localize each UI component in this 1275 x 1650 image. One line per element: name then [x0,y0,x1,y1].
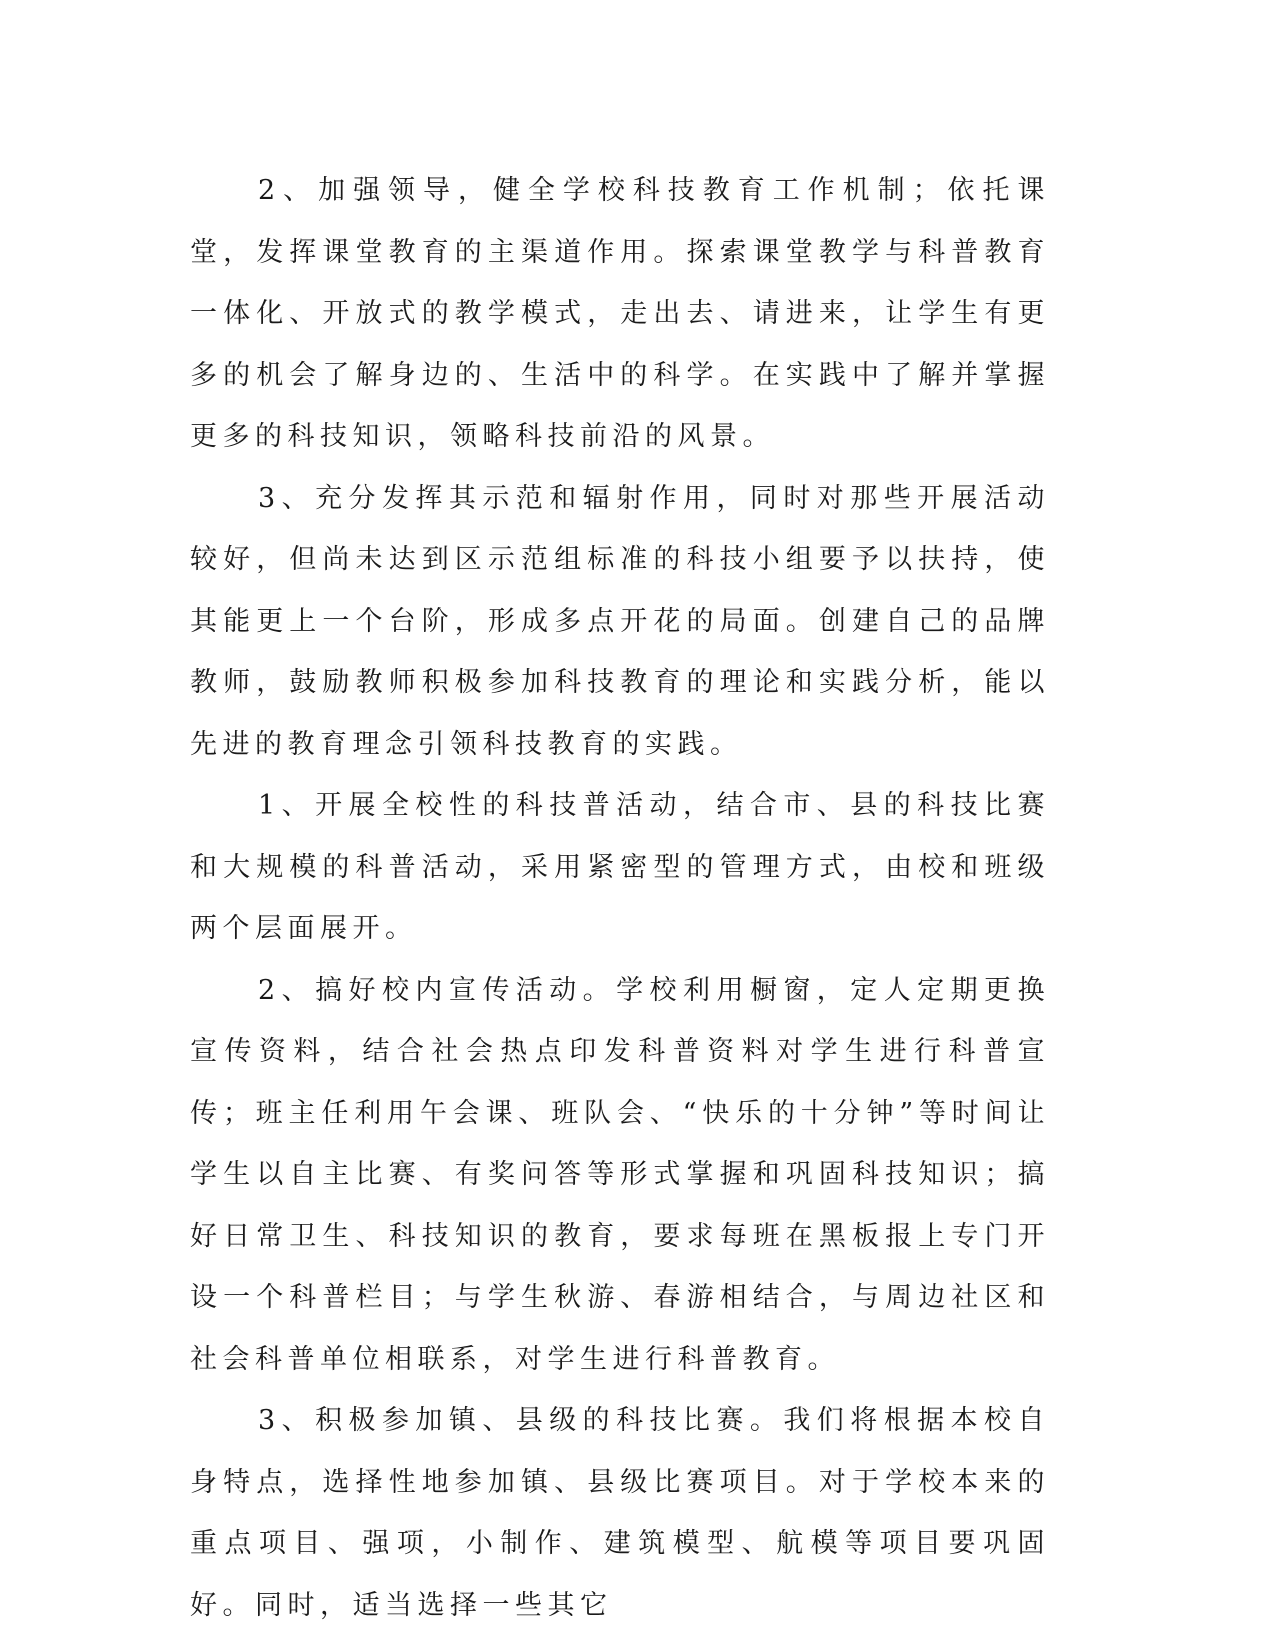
paragraph-1: 2、加强领导，健全学校科技教育工作机制；依托课堂，发挥课堂教育的主渠道作用。探索课堂教学与科普教育一体化、开放式的教学模式，走出去、请进来，让学生有更多的机会了解身边的、生活中的科学。在实践中了解并掌握更多的科技知识，领略科技前沿的风景。 [190,175,1050,452]
document-body [190,160,1050,1636]
paragraph-3: 1、开展全校性的科技普活动，结合市、县的科技比赛和大规模的科普活动，采用紧密型的管理方式，由校和班级两个层面展开。 [190,790,1050,944]
paragraph-4: 2、搞好校内宣传活动。学校利用橱窗，定人定期更换宣传资料，结合社会热点印发科普资料对学生进行科普宣传；班主任利用午会课、班队会、“快乐的十分钟”等时间让学生以自主比赛、有奖问答等形式掌握和巩固科技知识；搞好日常卫生、科技知识的教育，要求每班在黑板报上专门开设一个科普栏目；与学生秋游、春游相结合，与周边社区和社会科普单位相联系，对学生进行科普教育。 [190,974,1050,1375]
paragraph-5: 3、积极参加镇、县级的科技比赛。我们将根据本校自身特点，选择性地参加镇、县级比赛项目。对于学校本来的重点项目、强项，小制作、建筑模型、航模等项目要巩固好。同时，适当选择一些其它 [190,1405,1050,1621]
paragraph-2: 3、充分发挥其示范和辐射作用，同时对那些开展活动较好，但尚未达到区示范组标准的科技小组要予以扶持，使其能更上一个台阶，形成多点开花的局面。创建自己的品牌教师，鼓励教师积极参加科技教育的理论和实践分析，能以先进的教育理念引领科技教育的实践。 [190,482,1050,760]
